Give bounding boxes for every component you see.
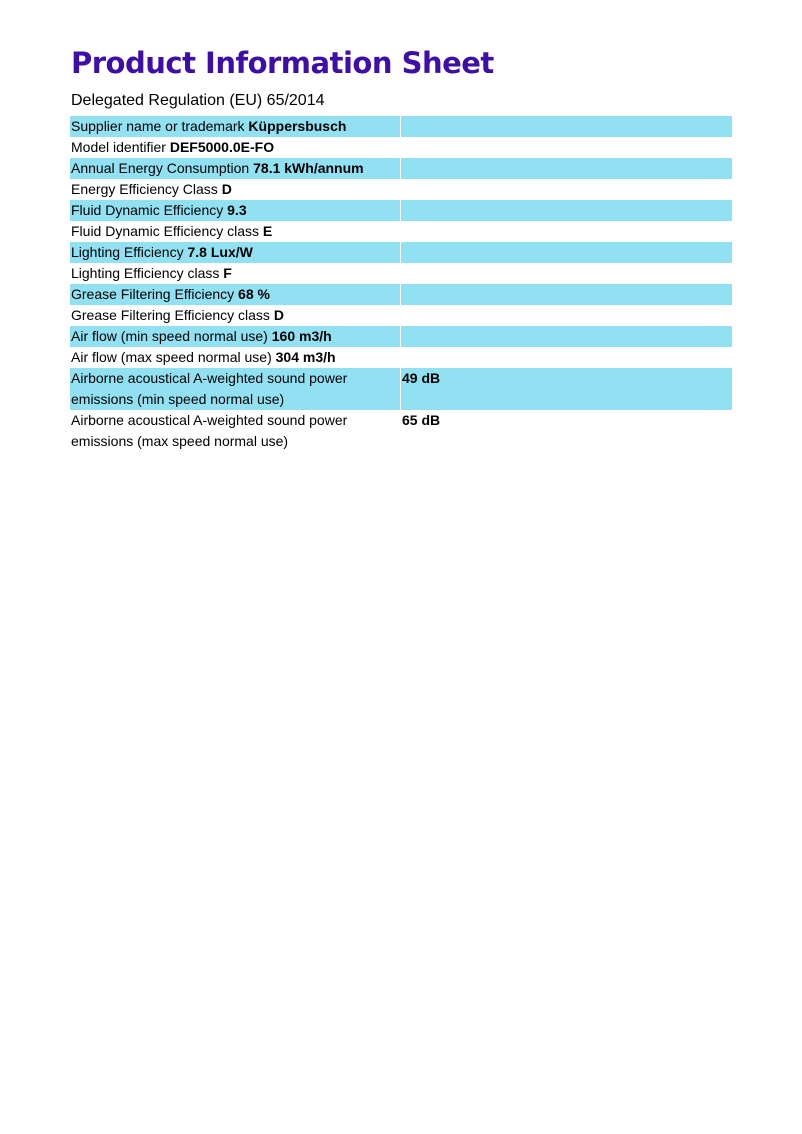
row-value: E xyxy=(262,223,273,239)
row-label: Annual Energy Consumption xyxy=(71,160,250,176)
row-value: D xyxy=(221,181,232,197)
row-value: F xyxy=(223,265,232,281)
row-label: Model identifier xyxy=(71,139,166,155)
row-value-cell xyxy=(400,284,732,305)
table-row xyxy=(70,284,732,305)
row-label: Air flow (max speed normal use) xyxy=(71,349,272,365)
row-value-cell xyxy=(400,326,732,347)
row-label: Fluid Dynamic Efficiency xyxy=(71,202,224,218)
table-row xyxy=(70,116,732,137)
row-label: Fluid Dynamic Efficiency class xyxy=(71,223,260,239)
row-label-cell xyxy=(70,221,400,242)
row-label-cell xyxy=(70,242,400,263)
table-row xyxy=(70,263,732,284)
row-value-cell xyxy=(400,221,732,242)
table-row xyxy=(70,158,732,179)
table-row xyxy=(70,305,732,326)
row-label-cell xyxy=(70,305,400,326)
row-label-cell xyxy=(70,137,400,158)
row-label: Grease Filtering Efficiency class xyxy=(71,307,270,323)
row-value-cell xyxy=(400,347,732,368)
row-value: D xyxy=(273,307,284,323)
row-label-cell xyxy=(70,158,400,179)
row-value-cell xyxy=(400,116,732,137)
row-label-cell xyxy=(70,200,400,221)
row-value-cell xyxy=(400,200,732,221)
row-label: Air flow (min speed normal use) xyxy=(71,328,268,344)
row-value: 78.1 kWh/annum xyxy=(253,160,364,176)
table-row xyxy=(70,368,732,410)
row-label: Energy Efficiency Class xyxy=(71,181,218,197)
row-value: 7.8 Lux/W xyxy=(187,244,253,260)
row-label-cell xyxy=(70,116,400,137)
row-value: 49 dB xyxy=(400,368,732,410)
row-value: 160 m3/h xyxy=(271,328,332,344)
row-value-cell xyxy=(400,305,732,326)
row-label-cell xyxy=(70,347,400,368)
row-value-cell xyxy=(400,158,732,179)
row-label: Lighting Efficiency class xyxy=(71,265,220,281)
page-title: Product Information Sheet xyxy=(71,46,494,80)
row-value-cell xyxy=(400,242,732,263)
row-label: Lighting Efficiency xyxy=(71,244,184,260)
row-value: 65 dB xyxy=(400,410,732,452)
row-label-cell xyxy=(70,284,400,305)
row-value: Küppersbusch xyxy=(248,118,347,134)
row-value: DEF5000.0E-FO xyxy=(169,139,275,155)
table-row xyxy=(70,242,732,263)
product-info-table xyxy=(70,116,732,452)
row-label-cell: Airborne acoustical A-weighted sound power emissions (min speed normal use) xyxy=(70,368,400,410)
table-row xyxy=(70,410,732,452)
table-row xyxy=(70,179,732,200)
row-value: 68 % xyxy=(238,286,270,302)
row-label-cell xyxy=(70,179,400,200)
row-value-cell xyxy=(400,179,732,200)
table-row xyxy=(70,221,732,242)
row-value-cell xyxy=(400,263,732,284)
row-label-cell xyxy=(70,326,400,347)
row-label-cell xyxy=(70,263,400,284)
row-value-cell xyxy=(400,137,732,158)
row-label-cell: Airborne acoustical A-weighted sound power emissions (max speed normal use) xyxy=(71,412,348,449)
row-label: Grease Filtering Efficiency xyxy=(71,286,235,302)
table-row xyxy=(70,347,732,368)
regulation-subtitle: Delegated Regulation (EU) 65/2014 xyxy=(71,92,325,109)
table-row xyxy=(70,200,732,221)
row-label: Supplier name or trademark xyxy=(71,118,245,134)
table-row xyxy=(70,326,732,347)
table-row xyxy=(70,137,732,158)
row-value: 304 m3/h xyxy=(275,349,336,365)
row-value: 9.3 xyxy=(227,202,247,218)
